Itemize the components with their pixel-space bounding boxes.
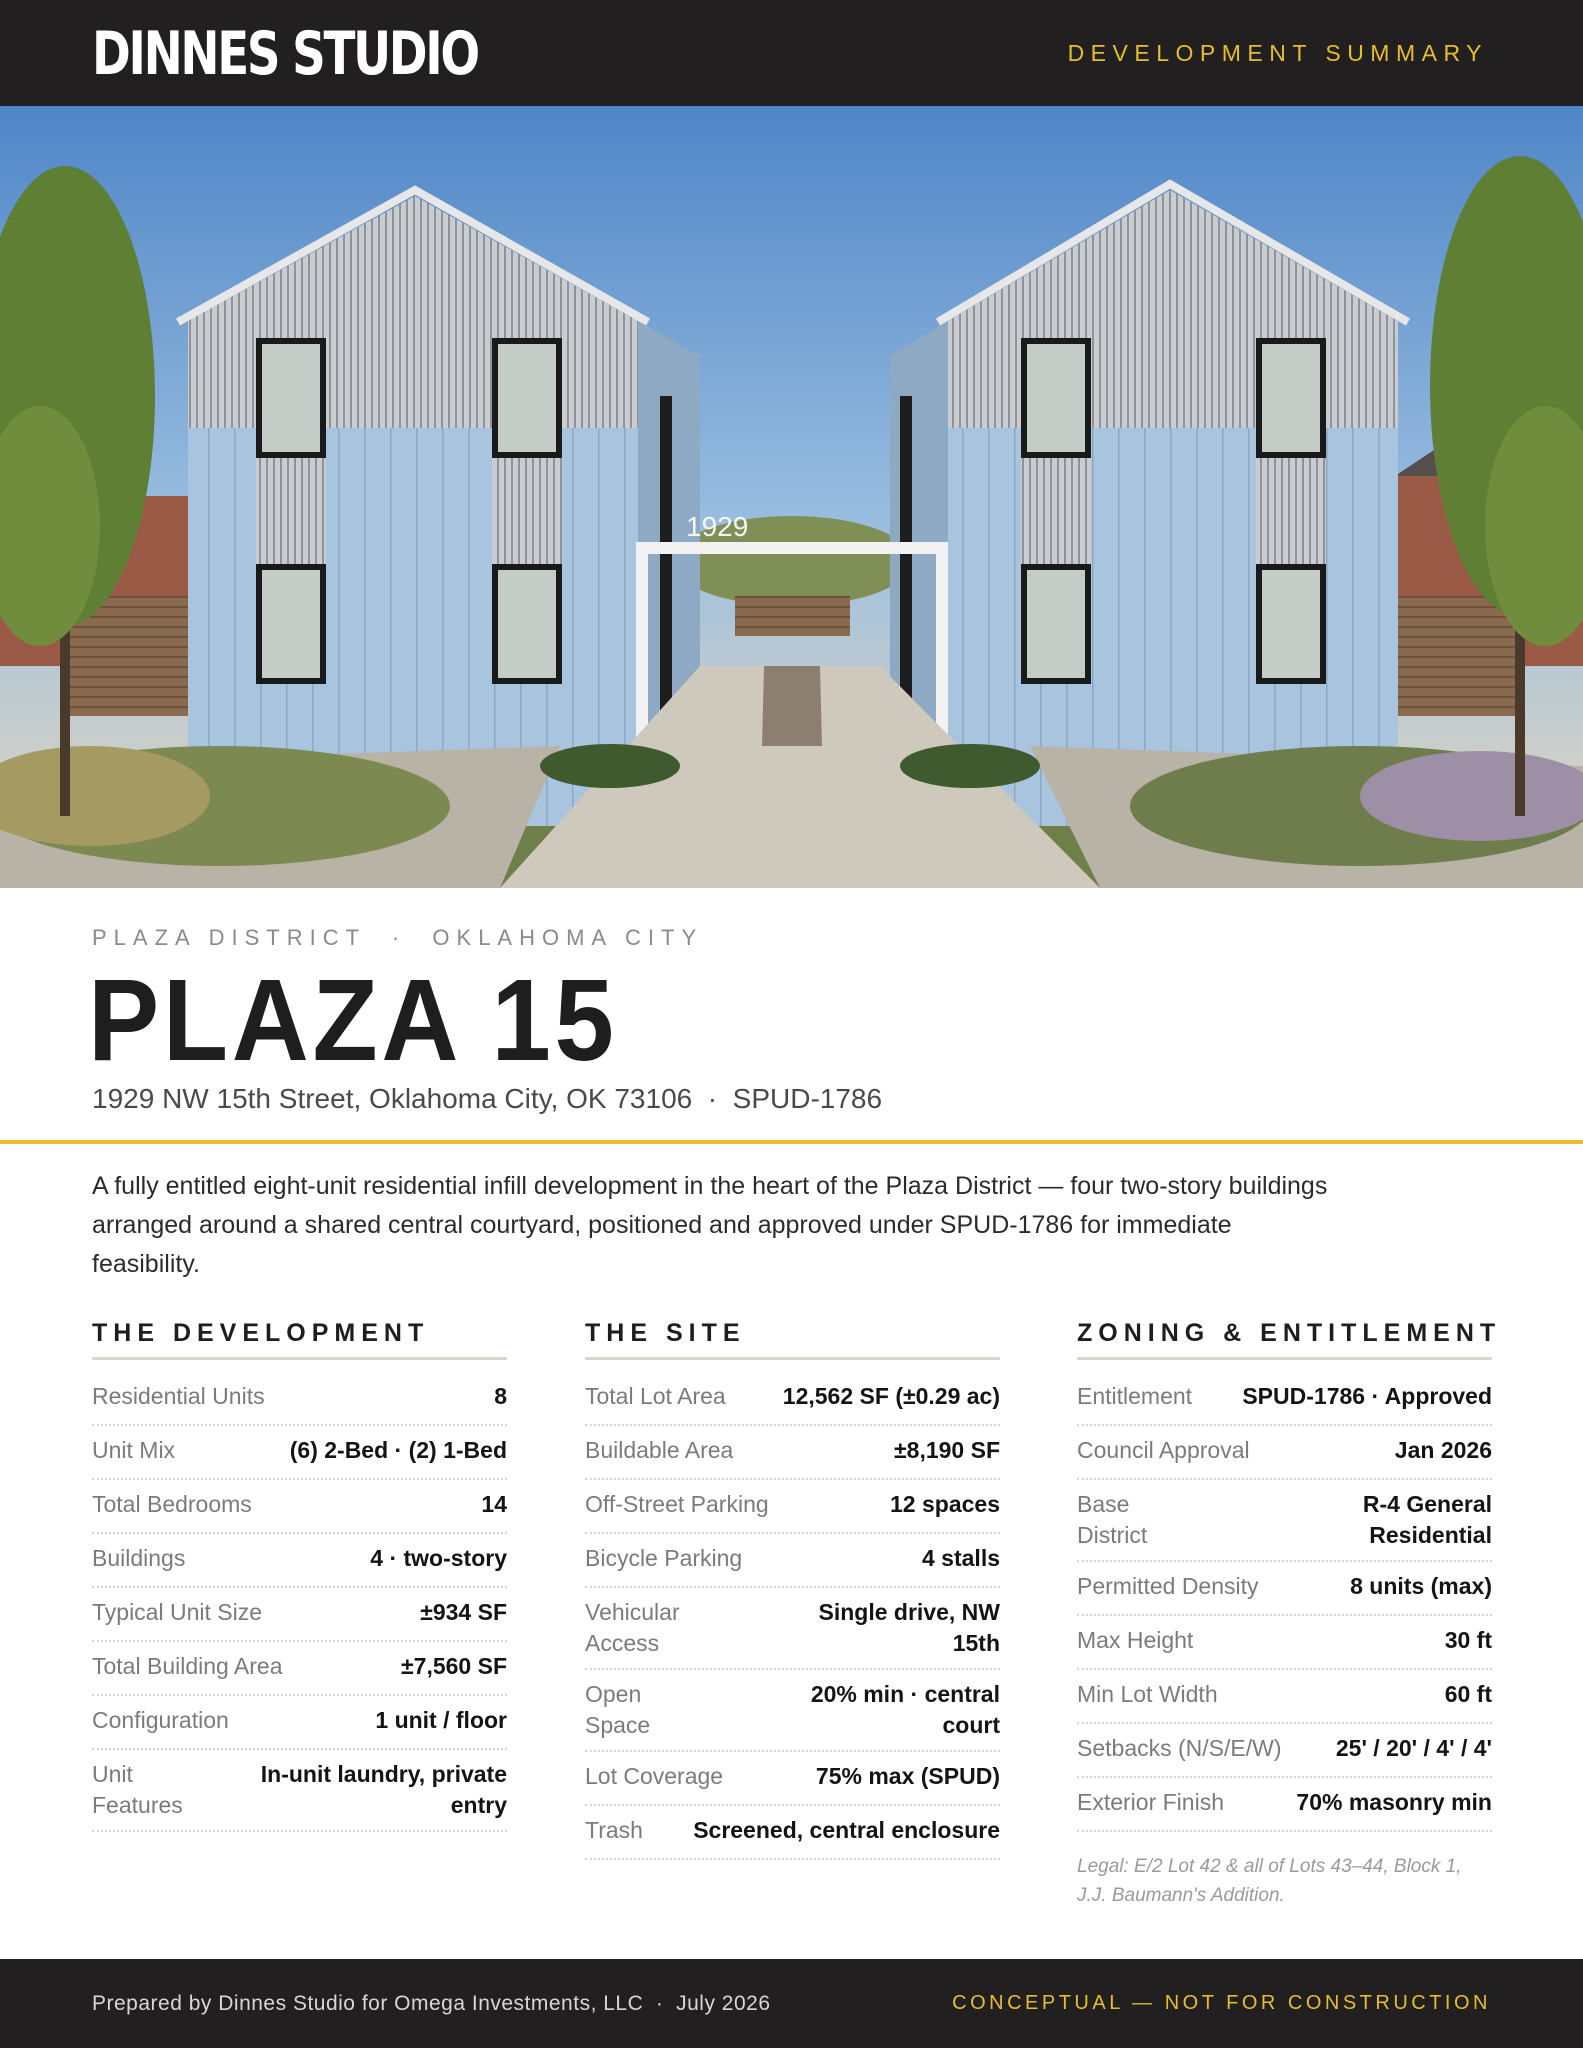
- spec-label: Setbacks (N/S/E/W): [1077, 1735, 1282, 1761]
- spec-label: Max Height: [1077, 1627, 1194, 1653]
- spec-value: R-4 General Residential: [1362, 1491, 1492, 1548]
- spec-row: [585, 1480, 1000, 1534]
- spec-label: Total Building Area: [92, 1653, 283, 1679]
- spec-row: [92, 1426, 507, 1480]
- prepared-by-note: Prepared by Dinnes Studio for Omega Investments, LLC · July 2026: [92, 1992, 771, 2015]
- spec-label: Off-Street Parking: [585, 1491, 769, 1517]
- spec-row: [1077, 1480, 1492, 1562]
- project-title: PLAZA 15: [88, 955, 618, 1085]
- spec-row: [585, 1372, 1000, 1426]
- spec-value: Single drive, NW 15th: [818, 1599, 1000, 1656]
- spec-label: Unit Mix: [92, 1437, 176, 1463]
- accent-divider: [0, 1140, 1583, 1144]
- spec-label: Unit Features: [92, 1761, 183, 1818]
- spec-row: [92, 1372, 507, 1426]
- spec-value: 8 units (max): [1350, 1573, 1492, 1599]
- spec-row: [1077, 1670, 1492, 1724]
- spec-row: [1077, 1724, 1492, 1778]
- spec-label: Base District: [1077, 1491, 1148, 1548]
- spec-value: ±7,560 SF: [401, 1653, 507, 1679]
- address-number-sign: 1929: [686, 511, 749, 542]
- spec-label: Buildable Area: [585, 1437, 734, 1463]
- spec-row: [92, 1642, 507, 1696]
- site-section: [585, 1316, 1000, 1860]
- spec-label: Typical Unit Size: [92, 1599, 263, 1625]
- spec-value: 1 unit / floor: [375, 1707, 507, 1733]
- spec-value: Screened, central enclosure: [693, 1817, 1000, 1843]
- spec-label: Lot Coverage: [585, 1763, 724, 1789]
- spec-row: [585, 1752, 1000, 1806]
- disclaimer-label: CONCEPTUAL — NOT FOR CONSTRUCTION: [952, 1992, 1491, 2014]
- spec-value: 30 ft: [1444, 1627, 1492, 1653]
- spec-label: Exterior Finish: [1077, 1789, 1224, 1815]
- spec-label: Permitted Density: [1077, 1573, 1259, 1599]
- spec-value: 4 · two-story: [370, 1545, 507, 1571]
- spec-value: ±934 SF: [420, 1599, 507, 1625]
- spec-value: 14: [481, 1491, 507, 1517]
- spec-value: 4 stalls: [922, 1545, 1000, 1571]
- development-section: [92, 1316, 507, 1832]
- section-heading: THE SITE: [585, 1316, 1000, 1360]
- spec-row: [585, 1670, 1000, 1752]
- spec-value: SPUD-1786 · Approved: [1242, 1383, 1492, 1409]
- intro-paragraph: A fully entitled eight-unit residential infill development in the heart of the Plaza District — four two-story buildings arranged around a shared central courtyard, positioned and approved under SPUD-1786 for immediate feasibility.: [92, 1172, 1328, 1278]
- spec-label: Vehicular Access: [585, 1599, 680, 1656]
- spec-value: Jan 2026: [1394, 1437, 1492, 1463]
- spec-row: [92, 1534, 507, 1588]
- spec-label: Buildings: [92, 1545, 186, 1571]
- spec-label: Total Lot Area: [585, 1383, 726, 1409]
- spec-row: [585, 1426, 1000, 1480]
- spec-row: [92, 1480, 507, 1534]
- spec-row: [92, 1696, 507, 1750]
- location-kicker: PLAZA DISTRICT · OKLAHOMA CITY: [92, 925, 704, 950]
- spec-value: 25' / 20' / 4' / 4': [1335, 1735, 1492, 1761]
- spec-row: [92, 1750, 507, 1832]
- spec-row: [585, 1806, 1000, 1860]
- spec-value: 75% max (SPUD): [815, 1763, 1000, 1789]
- section-heading: ZONING & ENTITLEMENT: [1077, 1316, 1492, 1360]
- spec-label: Council Approval: [1077, 1437, 1250, 1463]
- spec-value: (6) 2-Bed · (2) 1-Bed: [289, 1437, 507, 1463]
- spec-label: Residential Units: [92, 1383, 265, 1409]
- spec-value: In-unit laundry, private entry: [260, 1761, 507, 1818]
- spec-value: 20% min · central court: [810, 1681, 1000, 1738]
- spec-value: ±8,190 SF: [894, 1437, 1000, 1463]
- brand-logo: DINNES STUDIO: [92, 19, 478, 89]
- legal-description: Legal: E/2 Lot 42 & all of Lots 43–44, Block 1, J.J. Baumann's Addition.: [1077, 1856, 1462, 1906]
- spec-value: 60 ft: [1444, 1681, 1492, 1707]
- spec-label: Total Bedrooms: [92, 1491, 252, 1517]
- spec-label: Open Space: [585, 1681, 651, 1738]
- header-bar: [0, 0, 1583, 106]
- spec-label: Bicycle Parking: [585, 1545, 743, 1571]
- spec-row: [1077, 1372, 1492, 1426]
- spec-label: Min Lot Width: [1077, 1681, 1218, 1707]
- spec-row: [585, 1534, 1000, 1588]
- document-type: DEVELOPMENT SUMMARY: [1067, 40, 1488, 66]
- zoning-section: [1077, 1316, 1502, 1910]
- spec-label: Configuration: [92, 1707, 229, 1733]
- spec-label: Trash: [585, 1817, 643, 1843]
- spec-row: [1077, 1562, 1492, 1616]
- spec-value: 8: [494, 1383, 507, 1409]
- section-heading: THE DEVELOPMENT: [92, 1316, 507, 1360]
- spec-row: [92, 1588, 507, 1642]
- spec-row: [1077, 1778, 1492, 1832]
- spec-row: [1077, 1426, 1492, 1480]
- spec-value: 12 spaces: [890, 1491, 1000, 1517]
- hero-image: [0, 106, 1583, 888]
- footer-bar: [0, 1959, 1583, 2048]
- spec-value: 12,562 SF (±0.29 ac): [782, 1383, 1000, 1409]
- spec-label: Entitlement: [1077, 1383, 1193, 1409]
- spec-row: [1077, 1616, 1492, 1670]
- spec-row: [585, 1588, 1000, 1670]
- project-address: 1929 NW 15th Street, Oklahoma City, OK 73106 · SPUD-1786: [92, 1083, 883, 1114]
- spec-value: 70% masonry min: [1296, 1789, 1492, 1815]
